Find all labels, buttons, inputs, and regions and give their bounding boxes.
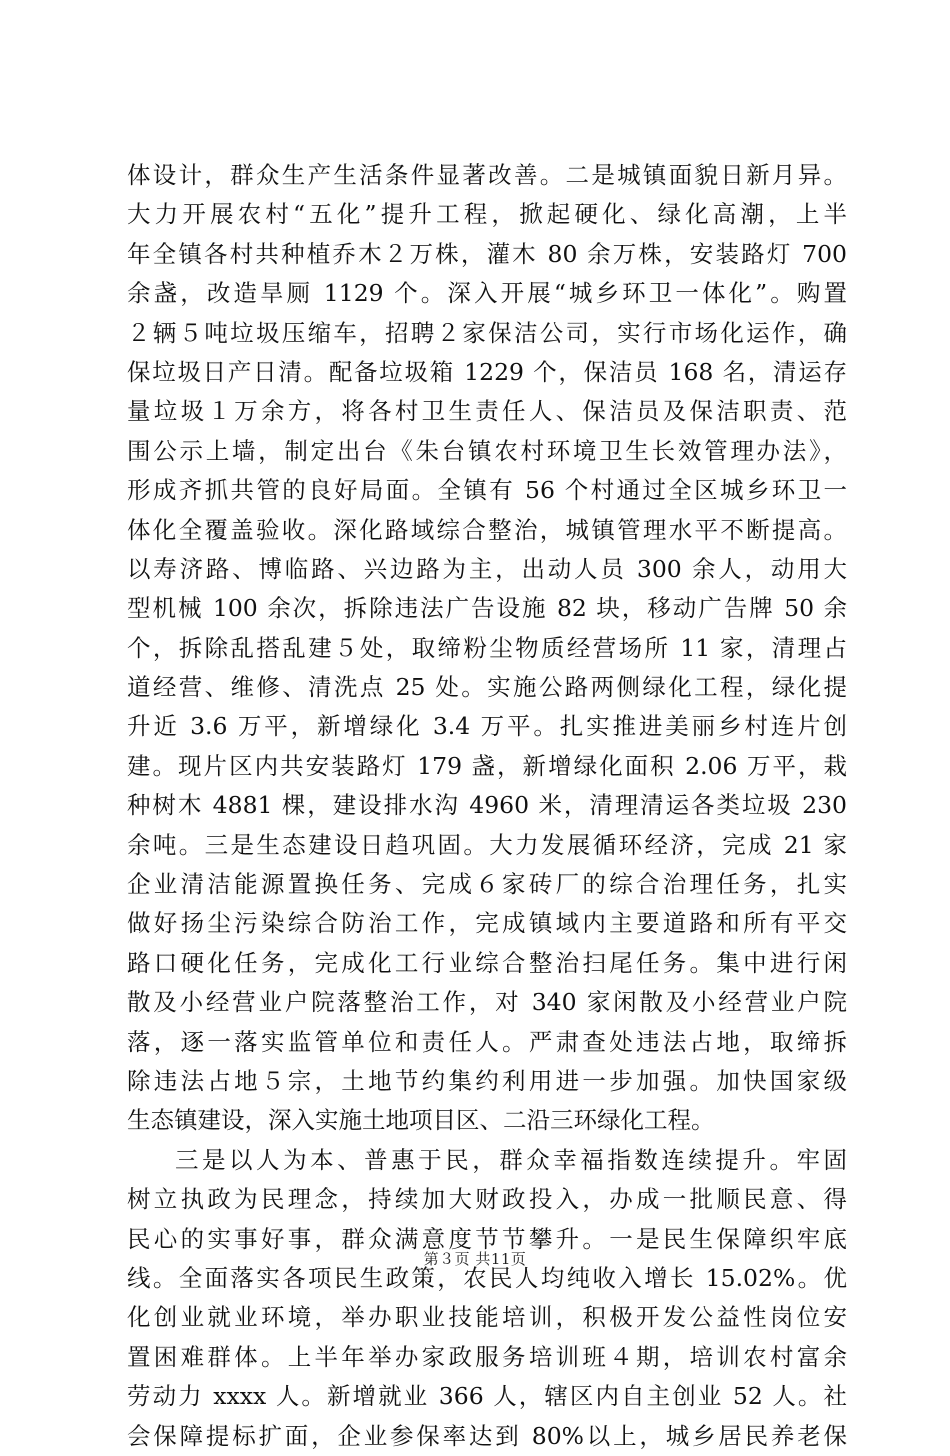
text-line: 型机械 100 余次，拆除违法广告设施 82 块，移动广告牌 50 余 xyxy=(127,594,847,623)
text-line: 散及小经营业户院落整治工作，对 340 家闲散及小经营业户院 xyxy=(127,988,847,1017)
text-line: 大力开展农村“五化”提升工程，掀起硬化、绿化高潮，上半 xyxy=(127,200,847,229)
text-line: 种树木 4881 棵，建设排水沟 4960 米，清理清运各类垃圾 230 xyxy=(127,791,847,820)
text-line: 企业清洁能源置换任务、完成６家砖厂的综合治理任务，扎实 xyxy=(127,870,847,899)
text-line: 升近 3.6 万平，新增绿化 3.4 万平。扎实推进美丽乡村连片创 xyxy=(127,712,847,741)
text-line: 线。全面落实各项民生政策，农民人均纯收入增长 15.02%。优 xyxy=(127,1263,847,1292)
text-line-paragraph-start: 三是以人为本、普惠于民，群众幸福指数连续提升。牢固 xyxy=(175,1145,847,1174)
text-line: 余吨。三是生态建设日趋巩固。大力发展循环经济，完成 21 家 xyxy=(127,830,847,859)
text-line: 个，拆除乱搭乱建５处，取缔粉尘物质经营场所 11 家，清理占 xyxy=(127,633,847,662)
text-line: 余盏，改造旱厕 1129 个。深入开展“城乡环卫一体化”。购置 xyxy=(127,279,847,308)
text-line: 体化全覆盖验收。深化路域综合整治，城镇管理水平不断提高。 xyxy=(127,515,847,544)
text-line: 落，逐一落实监管单位和责任人。严肃查处违法占地，取缔拆 xyxy=(127,1027,847,1056)
text-line: 民心的实事好事，群众满意度节节攀升。一是民生保障织牢底 xyxy=(127,1224,847,1253)
text-line: 路口硬化任务，完成化工行业综合整治扫尾任务。集中进行闲 xyxy=(127,948,847,977)
text-line: 年全镇各村共种植乔木２万株，灌木 80 余万株，安装路灯 700 xyxy=(127,239,847,268)
text-line: 置困难群体。上半年举办家政服务培训班４期，培训农村富余 xyxy=(127,1342,847,1371)
text-line: 劳动力 xxxx 人。新增就业 366 人，辖区内自主创业 52 人。社 xyxy=(127,1382,847,1411)
text-line: 树立执政为民理念，持续加大财政投入，办成一批顺民意、得 xyxy=(127,1185,847,1214)
text-line: 化创业就业环境，举办职业技能培训，积极开发公益性岗位安 xyxy=(127,1303,847,1332)
text-line: 体设计，群众生产生活条件显著改善。二是城镇面貌日新月异。 xyxy=(127,161,847,189)
text-line-paragraph-end: 生态镇建设，深入实施土地项目区、二沿三环绿化工程。 xyxy=(127,1106,715,1135)
text-line: 保垃圾日产日清。配备垃圾箱 1229 个，保洁员 168 名，清运存 xyxy=(127,357,847,386)
text-line: 以寿济路、博临路、兴边路为主，出动人员 300 余人，动用大 xyxy=(127,554,847,583)
text-line: 围公示上墙，制定出台《朱台镇农村环境卫生长效管理办法》， xyxy=(127,436,847,465)
text-line: 会保障提标扩面，企业参保率达到 80%以上，城乡居民养老保 xyxy=(127,1421,847,1450)
text-line: 做好扬尘污染综合防治工作，完成镇域内主要道路和所有平交 xyxy=(127,909,847,938)
text-line: 量垃圾１万余方，将各村卫生责任人、保洁员及保洁职责、范 xyxy=(127,397,847,426)
text-line: 建。现片区内共安装路灯 179 盏，新增绿化面积 2.06 万平，栽 xyxy=(127,751,847,780)
text-line: ２辆５吨垃圾压缩车，招聘２家保洁公司，实行市场化运作，确 xyxy=(127,318,847,347)
page-footer: 第３页 共11页 xyxy=(423,1250,527,1268)
text-line: 形成齐抓共管的良好局面。全镇有 56 个村通过全区城乡环卫一 xyxy=(127,476,847,505)
text-line: 除违法占地５宗，土地节约集约利用进一步加强。加快国家级 xyxy=(127,1066,847,1095)
text-line: 道经营、维修、清洗点 25 处。实施公路两侧绿化工程，绿化提 xyxy=(127,673,847,702)
